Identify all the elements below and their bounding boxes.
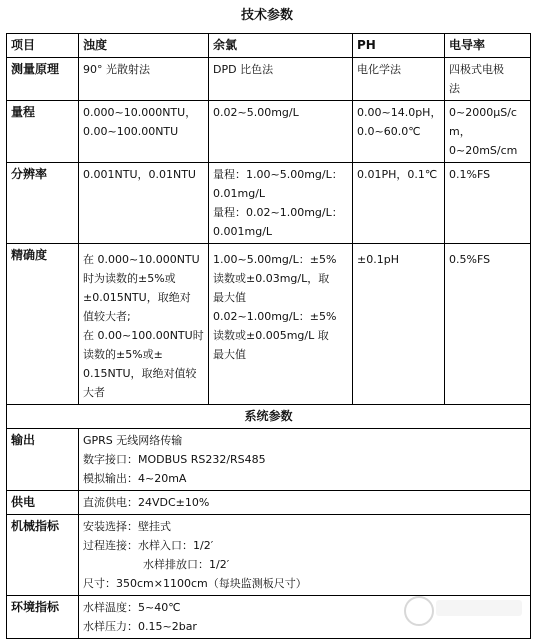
cell-chlorine: DPD 比色法 xyxy=(209,58,353,101)
section-header-row xyxy=(7,405,531,429)
header-conductivity: 电导率 xyxy=(445,34,531,58)
cell-ph: 0.01PH，0.1℃ xyxy=(353,163,445,244)
cell-conductivity: 0.1%FS xyxy=(445,163,531,244)
row-label: 精确度 xyxy=(7,244,79,405)
system-value: GPRS 无线网络传输 数字接口：MODBUS RS232/RS485 模拟输出：4~20mA xyxy=(79,429,531,491)
system-row xyxy=(7,491,531,515)
row-label: 测量原理 xyxy=(7,58,79,101)
cell-ph: 0.00~14.0pH， 0.0~60.0℃ xyxy=(353,101,445,163)
cell-turbidity: 0.000~10.000NTU， 0.00~100.00NTU xyxy=(79,101,209,163)
row-label: 机械指标 xyxy=(7,515,79,596)
table-row xyxy=(7,101,531,163)
row-label: 输出 xyxy=(7,429,79,491)
system-row xyxy=(7,429,531,491)
spec-table xyxy=(6,33,531,639)
table-header-row xyxy=(7,34,531,58)
system-value: 安装选择：壁挂式 过程连接：水样入口：1/2′ 水样排放口：1/2′ 尺寸：350cm×1100cm（每块监测板尺寸） xyxy=(79,515,531,596)
system-value: 直流供电：24VDC±10% xyxy=(79,491,531,515)
cell-conductivity: 四极式电极 法 xyxy=(445,58,531,101)
row-label: 供电 xyxy=(7,491,79,515)
row-label: 分辨率 xyxy=(7,163,79,244)
system-value: 水样温度：5~40℃ 水样压力：0.15~2bar xyxy=(79,596,531,639)
cell-turbidity: 0.001NTU，0.01NTU xyxy=(79,163,209,244)
table-row xyxy=(7,58,531,101)
header-residual-chlorine: 余氯 xyxy=(209,34,353,58)
cell-ph: 电化学法 xyxy=(353,58,445,101)
watermark-logo-icon xyxy=(404,596,434,626)
watermark-mark xyxy=(436,600,522,616)
table-row xyxy=(7,244,531,405)
row-label: 量程 xyxy=(7,101,79,163)
system-row xyxy=(7,515,531,596)
cell-chlorine: 0.02~5.00mg/L xyxy=(209,101,353,163)
section-title: 系统参数 xyxy=(7,405,531,429)
header-ph: PH xyxy=(353,34,445,58)
cell-ph: ±0.1pH xyxy=(353,244,445,405)
cell-turbidity: 90° 光散射法 xyxy=(79,58,209,101)
header-turbidity: 浊度 xyxy=(79,34,209,58)
document-title: 技术参数 xyxy=(240,8,293,23)
header-item: 项目 xyxy=(7,34,79,58)
cell-chlorine: 量程：1.00~5.00mg/L： 0.01mg/L 量程：0.02~1.00mg/L： 0.001mg/L xyxy=(209,163,353,244)
table-row xyxy=(7,163,531,244)
cell-chlorine: 1.00~5.00mg/L：±5% 读数或±0.03mg/L，取 最大值 0.02~1.00mg/L：±5% 读数或±0.005mg/L 取 最大值 xyxy=(209,244,353,405)
cell-turbidity: 在 0.000~10.000NTU 时为读数的±5%或 ±0.015NTU，取绝对 值较大者; 在 0.00~100.00NTU时 读数的±5%或± 0.15NTU，取绝对值较 大者 xyxy=(79,244,209,405)
cell-conductivity: 0.5%FS xyxy=(445,244,531,405)
row-label: 环境指标 xyxy=(7,596,79,639)
cell-conductivity: 0~2000μS/c m， 0~20mS/cm xyxy=(445,101,531,163)
